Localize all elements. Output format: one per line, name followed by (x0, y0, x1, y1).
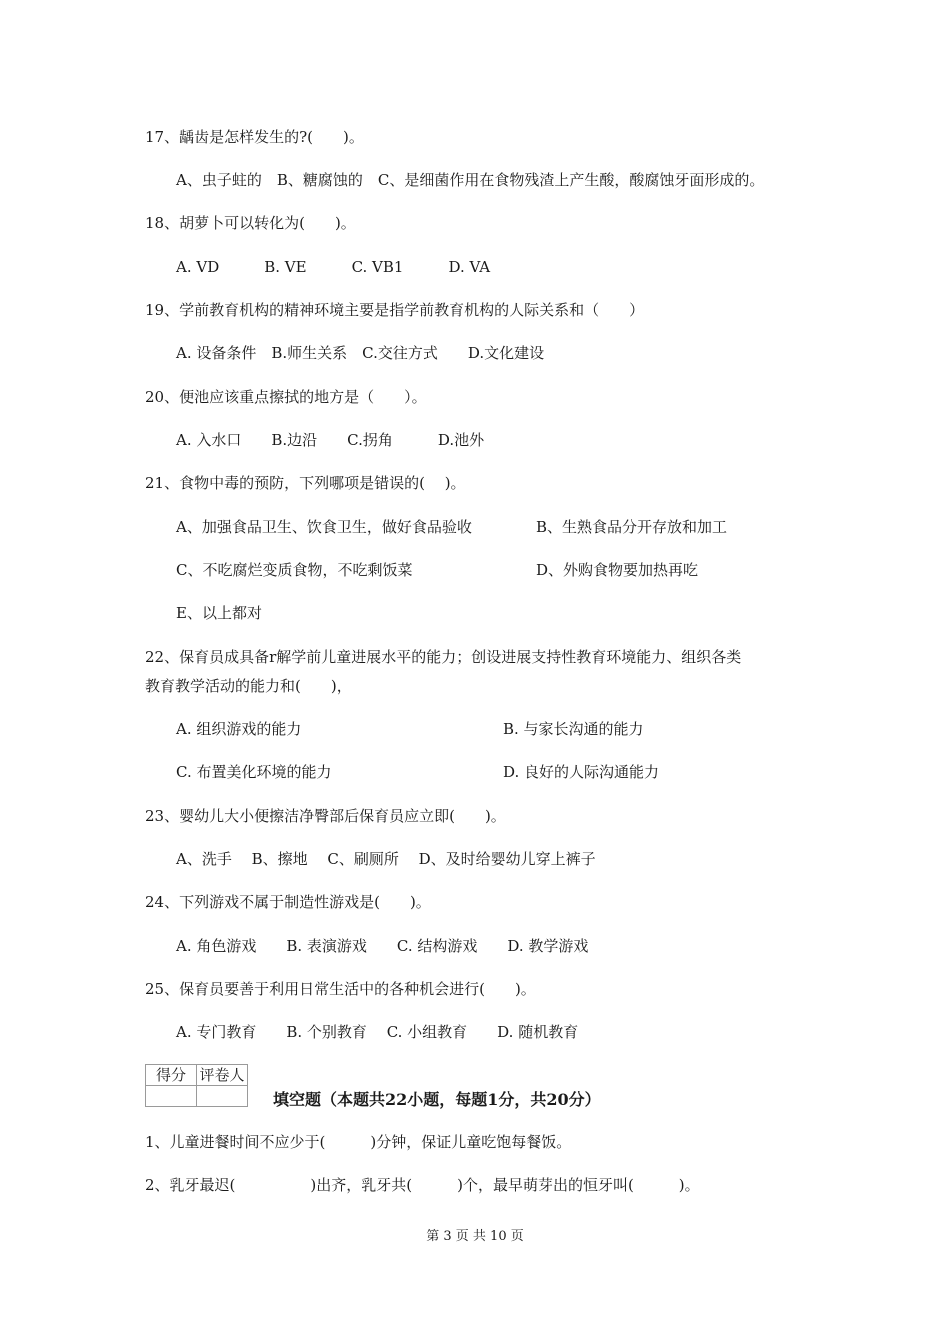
question-20: 20、便池应该重点擦拭的地方是（ ）。 (145, 388, 427, 406)
fill-in-question-2: 2、乳牙最迟( )出齐，乳牙共( )个，最早萌芽出的恒牙叫( )。 (145, 1176, 700, 1194)
question-19-options: A. 设备条件 B.师生关系 C.交往方式 D.文化建设 (176, 344, 545, 362)
question-25: 25、保育员要善于利用日常生活中的各种机会进行( )。 (145, 980, 536, 998)
score-cell (146, 1086, 197, 1107)
score-box (145, 1064, 248, 1107)
question-23-options: A、洗手 B、擦地 C、刷厕所 D、及时给婴幼儿穿上裤子 (176, 850, 596, 868)
fill-in-question-1: 1、儿童进餐时间不应少于( )分钟，保证儿童吃饱每餐饭。 (145, 1133, 572, 1151)
question-21-option-c: C、不吃腐烂变质食物，不吃剩饭菜 (176, 561, 413, 579)
score-label: 得分 (146, 1065, 197, 1086)
question-21-option-a: A、加强食品卫生、饮食卫生，做好食品验收 (176, 518, 472, 536)
question-17: 17、龋齿是怎样发生的?( )。 (145, 128, 364, 146)
question-25-options: A. 专门教育 B. 个别教育 C. 小组教育 D. 随机教育 (176, 1023, 579, 1041)
question-22-option-d: D. 良好的人际沟通能力 (503, 763, 660, 781)
question-18-options: A. VD B. VE C. VB1 D. VA (176, 258, 491, 276)
question-24-options: A. 角色游戏 B. 表演游戏 C. 结构游戏 D. 教学游戏 (176, 937, 589, 955)
question-22-continued: 教育教学活动的能力和( )， (145, 677, 352, 695)
question-20-options: A. 入水口 B.边沿 C.拐角 D.池外 (176, 431, 485, 449)
grader-label: 评卷人 (197, 1065, 248, 1086)
question-19: 19、学前教育机构的精神环境主要是指学前教育机构的人际关系和（ ） (145, 301, 645, 319)
question-22-option-b: B. 与家长沟通的能力 (503, 720, 644, 738)
page-footer: 第 3 页 共 10 页 (426, 1229, 524, 1244)
question-21-option-d: D、外购食物要加热再吃 (536, 561, 699, 579)
question-21-option-e: E、以上都对 (176, 604, 262, 622)
question-22: 22、保育员成具备r解学前儿童进展水平的能力；创设进展支持性教育环境能力、组织各类 (145, 648, 742, 666)
question-21: 21、食物中毒的预防，下列哪项是错误的( )。 (145, 474, 466, 492)
question-17-options: A、虫子蛀的 B、糖腐蚀的 C、是细菌作用在食物残渣上产生酸，酸腐蚀牙面形成的。 (176, 171, 765, 189)
question-18: 18、胡萝卜可以转化为( )。 (145, 214, 356, 232)
question-22-option-a: A. 组织游戏的能力 (176, 720, 302, 738)
question-22-option-c: C. 布置美化环境的能力 (176, 763, 332, 781)
question-21-option-b: B、生熟食品分开存放和加工 (536, 518, 728, 536)
question-23: 23、婴幼儿大小便擦洁净臀部后保育员应立即( )。 (145, 807, 506, 825)
grader-cell (197, 1086, 248, 1107)
question-24: 24、下列游戏不属于制造性游戏是( )。 (145, 893, 431, 911)
section-title: 填空题（本题共22小题，每题1分，共20分） (273, 1090, 601, 1109)
